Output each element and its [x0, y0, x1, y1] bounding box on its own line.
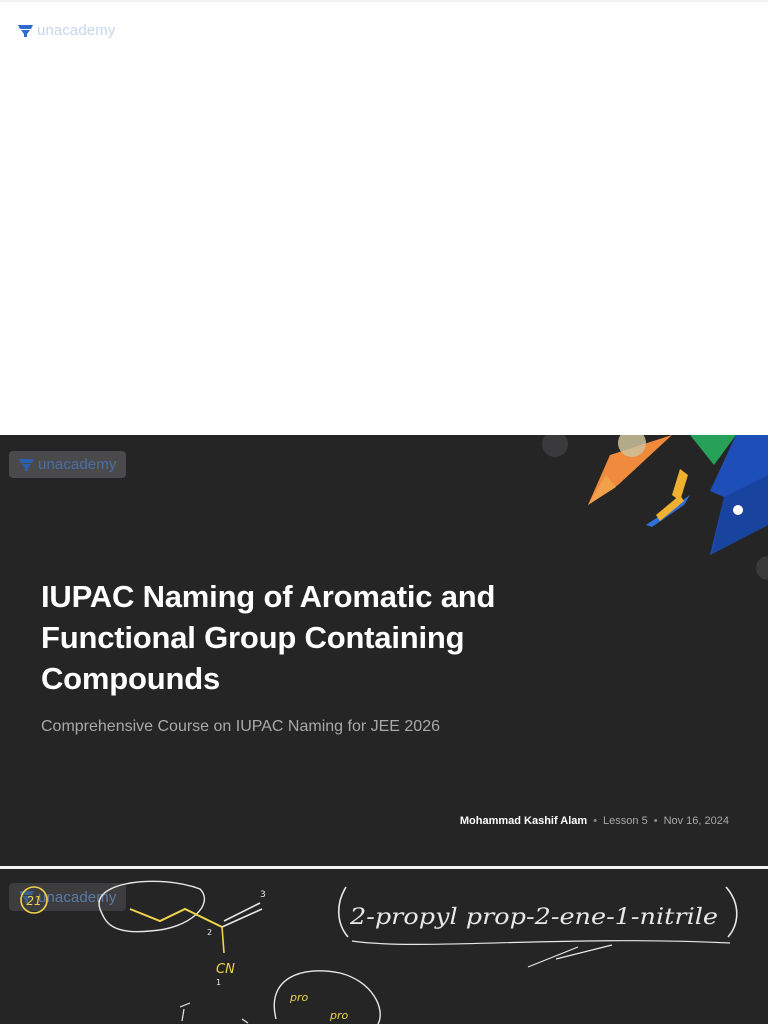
sketch-mark: [180, 1003, 190, 1021]
decor-circle: [542, 435, 568, 457]
iupac-name: 2-propyl prop-2-ene-1-nitrile: [348, 905, 718, 930]
logo-text: unacademy: [37, 22, 116, 39]
sketch-mark: [242, 1019, 248, 1023]
check-stroke: [528, 945, 612, 967]
decoration-shapes: [540, 435, 768, 585]
author-name: Mohammad Kashif Alam: [459, 815, 588, 827]
decor-circle-right: [756, 556, 768, 580]
unacademy-logo-badge: [9, 451, 126, 478]
carbon-chain: [130, 909, 222, 927]
lesson-number: Lesson 5: [603, 815, 648, 827]
slide-subtitle: Comprehensive Course on IUPAC Naming for JEE 2026: [41, 718, 440, 735]
carbon-number: 1: [216, 978, 222, 987]
unacademy-logo: [17, 22, 115, 39]
logo-icon: [17, 24, 34, 38]
question-number: 21: [26, 894, 42, 908]
underline-stroke: [352, 941, 730, 945]
separator-dot: •: [653, 815, 658, 827]
left-bracket: [339, 887, 348, 937]
pro-label: pro: [290, 991, 309, 1004]
pencil-icon: [588, 435, 672, 505]
circle-annotation: [99, 881, 204, 931]
right-bracket: [726, 887, 737, 937]
cn-bond: [222, 927, 224, 953]
slide-title: IUPAC Naming of Aromatic and Functional Group Containing Compounds: [41, 579, 496, 696]
logo-text: unacademy: [38, 456, 117, 473]
pro-label: pro: [330, 1009, 349, 1022]
double-bond: [222, 903, 262, 927]
separator-dot: •: [593, 815, 598, 827]
cn-label: CN: [216, 962, 235, 977]
carbon-number: 3: [260, 890, 266, 900]
shapes-icon: [646, 469, 690, 527]
blank-slide: [0, 0, 768, 435]
logo-icon: [18, 458, 35, 472]
logo-text: unacademy: [38, 888, 117, 906]
carbon-number: 2: [207, 928, 213, 937]
lesson-date: Nov 16, 2024: [663, 815, 729, 827]
handwriting-layer: [0, 869, 768, 1024]
slide-meta: [460, 813, 729, 829]
